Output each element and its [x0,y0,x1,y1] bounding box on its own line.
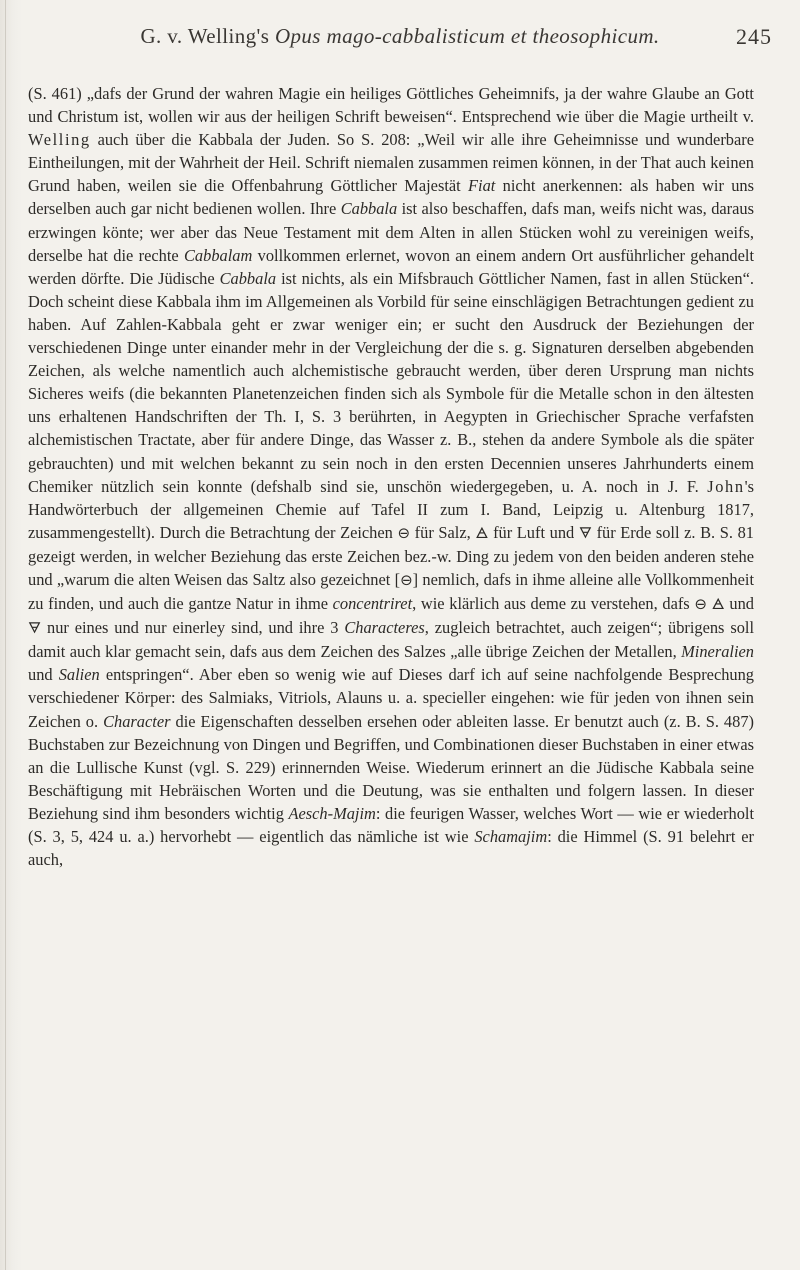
running-head-book-title: Opus mago-cabbalisticum et theosophicum. [274,24,660,48]
italic-term: Character [103,711,171,731]
italic-term: Characteres [344,618,425,638]
spaced-name-welling: Welling [28,130,91,150]
text-run: die Eigenschaften desselben ersehen oder ableiten lasse. Er benutzt auch (z. B. S. 487) Buchstaben zur Bezeichnung von Dingen und Begriffen, und Combinationen dieser Buchstaben in einer etwas an die Lullische Kunst (vgl. S. 229) erinnernden Weise. Wiederum erinnert an die Jüdische Kabbala seine Beschäftigung mit Hebräischen Worten und die Deutung, was sie enthalten und folgern lassen. In dieser Beziehung sind ihm besonders wichtig [28,711,754,823]
italic-term: Schamajim [474,827,548,846]
italic-term: Cabbalam [184,245,253,265]
earth-symbol-icon: 🜃 [578,523,592,542]
text-run: ] nemlich, dafs in ihme alleine alle Vollkommenheit zu finden, und auch die gantze Natur in ihme [28,569,754,614]
body-paragraph [28,82,772,871]
text-run: (S. 461) „dafs der Grund der wahren Magie ein heiliges Göttliches Geheimnifs, ja der wahre Glaube an Gott und Christum ist, wollen wir aus der heiligen Schrift beweisen“. Entsprechend wie über die Magie urtheilt v. [28,84,754,127]
earth-symbol-icon: 🜃 [28,619,42,638]
italic-term: Aesch-Majim [288,803,376,823]
text-run: für Erde soll z. B. S. 81 gezeigt werden, in welcher Beziehung das erste Zeichen bez.-w. Ding zu jedem von den beiden anderen stehe und „warum die alten Weisen das Saltz also gezeichnet [ [28,522,754,589]
air-symbol-icon: 🜁 [711,595,725,614]
text-run: ist also beschaffen, dafs man, weifs nicht was, daraus erzwingen könte; wer aber das Neue Testament mit dem Alten in allen Stücken wohl zu vereinigen weifs, derselbe hat die rechte [28,199,754,265]
text-run: , wie klärlich aus deme zu verstehen, dafs [412,594,695,614]
text-run: auch über die Kabbala der Juden. So S. 208: „Weil wir alle ihre Geheimnisse und wunderbare Eintheilungen, mit der Wahrheit der Heil. Schrift niemalen zusammen reimen können, in der That auch keinen Grund haben, weilen sie die Offenbahrung Göttlicher Majestät [28,130,754,196]
text-run: , zugleich betrachtet, auch zeigen“; übrigens soll damit auch klar gemacht sein, dafs aus dem Zeichen des Salzes „alle übrige Zeichen der Metallen, [28,618,754,662]
running-head-title [140,14,659,49]
text-run: : die Himmel (S. 91 belehrt er auch, [28,827,754,870]
book-page [28,14,772,871]
page-binding-shadow [0,0,22,1270]
italic-term: concentriret [332,594,413,614]
text-run: und [724,594,754,614]
text-run: vollkommen erlernet, wovon an einem andern Ort ausführlicher gehandelt werden dörfte. Die Jüdische [28,245,755,288]
running-head-author: G. v. Welling's [140,24,270,48]
running-head [28,14,772,66]
salt-symbol-icon: ⊖ [400,570,413,589]
text-run: entspringen“. Aber eben so wenig wie auf Dieses darf ich auf seine nachfolgende Besprechung verschiedener Körper: des Salmiaks, Vitriols, Alauns u. a. specieller eingehen: wie für jeden von ihnen sein Zeichen o. [28,665,755,731]
page-number: 245 [736,24,772,49]
italic-term: Mineralien [681,642,754,662]
text-run: für Luft und [488,522,579,542]
spaced-name-john: John [707,476,745,496]
salt-symbol-icon: ⊖ [694,595,707,614]
text-run: : die feurigen Wasser, welches Wort — wie er wiederholt (S. 3, 5, 424 u. a.) hervorhebt — eigentlich das nämliche ist wie [28,803,754,846]
air-symbol-icon: 🜁 [475,523,489,542]
italic-term: Cabbala [340,199,398,219]
text-run: nur eines und nur einerley sind, und ihre 3 [41,618,345,638]
italic-term: Salien [58,665,100,685]
text-run: ist nichts, als ein Mifsbrauch Göttlicher Namen, fast in allen Stücken“. Doch scheint diese Kabbala ihm im Allgemeinen als Vorbild für seine einschlägigen Betrachtungen gedient zu haben. Auf Zahlen-Kabbala geht er zwar weniger ein; er sucht den Ausdruck der Beziehungen der verschiedenen Dinge unter einander mehr in der Vergleichung der die s. g. Signaturen derselben abgebenden Zeichen, als welche namentlich auch alchemistische gebraucht werden, über deren Ursprung man nichts Sicheres weifs (die bekannten Planetenzeichen finden sich als Symbole für die Metalle schon in den ältesten uns erhaltenen Handschriften der Th. I, S. 3 berührten, in Aegypten in Griechischer Sprache verfafsten alchemistischen Tractate, aber für andere Dinge, das Wasser z. B., stehen da andere Symbole als die später gebrauchten) und mit welchen bekannt zu sein noch in den ersten Decennien unseres Jahrhunderts einem Chemiker nützlich sein konnte (defshalb sind sie, unschön wiedergegeben, u. A. noch in J. F. [28,268,754,496]
page-binding-edge [5,0,6,1270]
text-run: für Salz, [410,522,476,542]
salt-symbol-icon: ⊖ [397,523,411,542]
text-run: 's Handwörterbuch der allgemeinen Chemie auf Tafel II zum I. Band, Leipzig u. Altenburg 1817, zusammengestellt). Durch die Betrachtung der Zeichen [28,476,754,542]
italic-term: Cabbala [219,268,277,288]
text-run: nicht anerkennen: als haben wir uns derselben auch gar nicht bedienen wollen. Ihre [28,176,754,219]
italic-term: Fiat [468,176,496,196]
text-run: und [28,665,59,685]
